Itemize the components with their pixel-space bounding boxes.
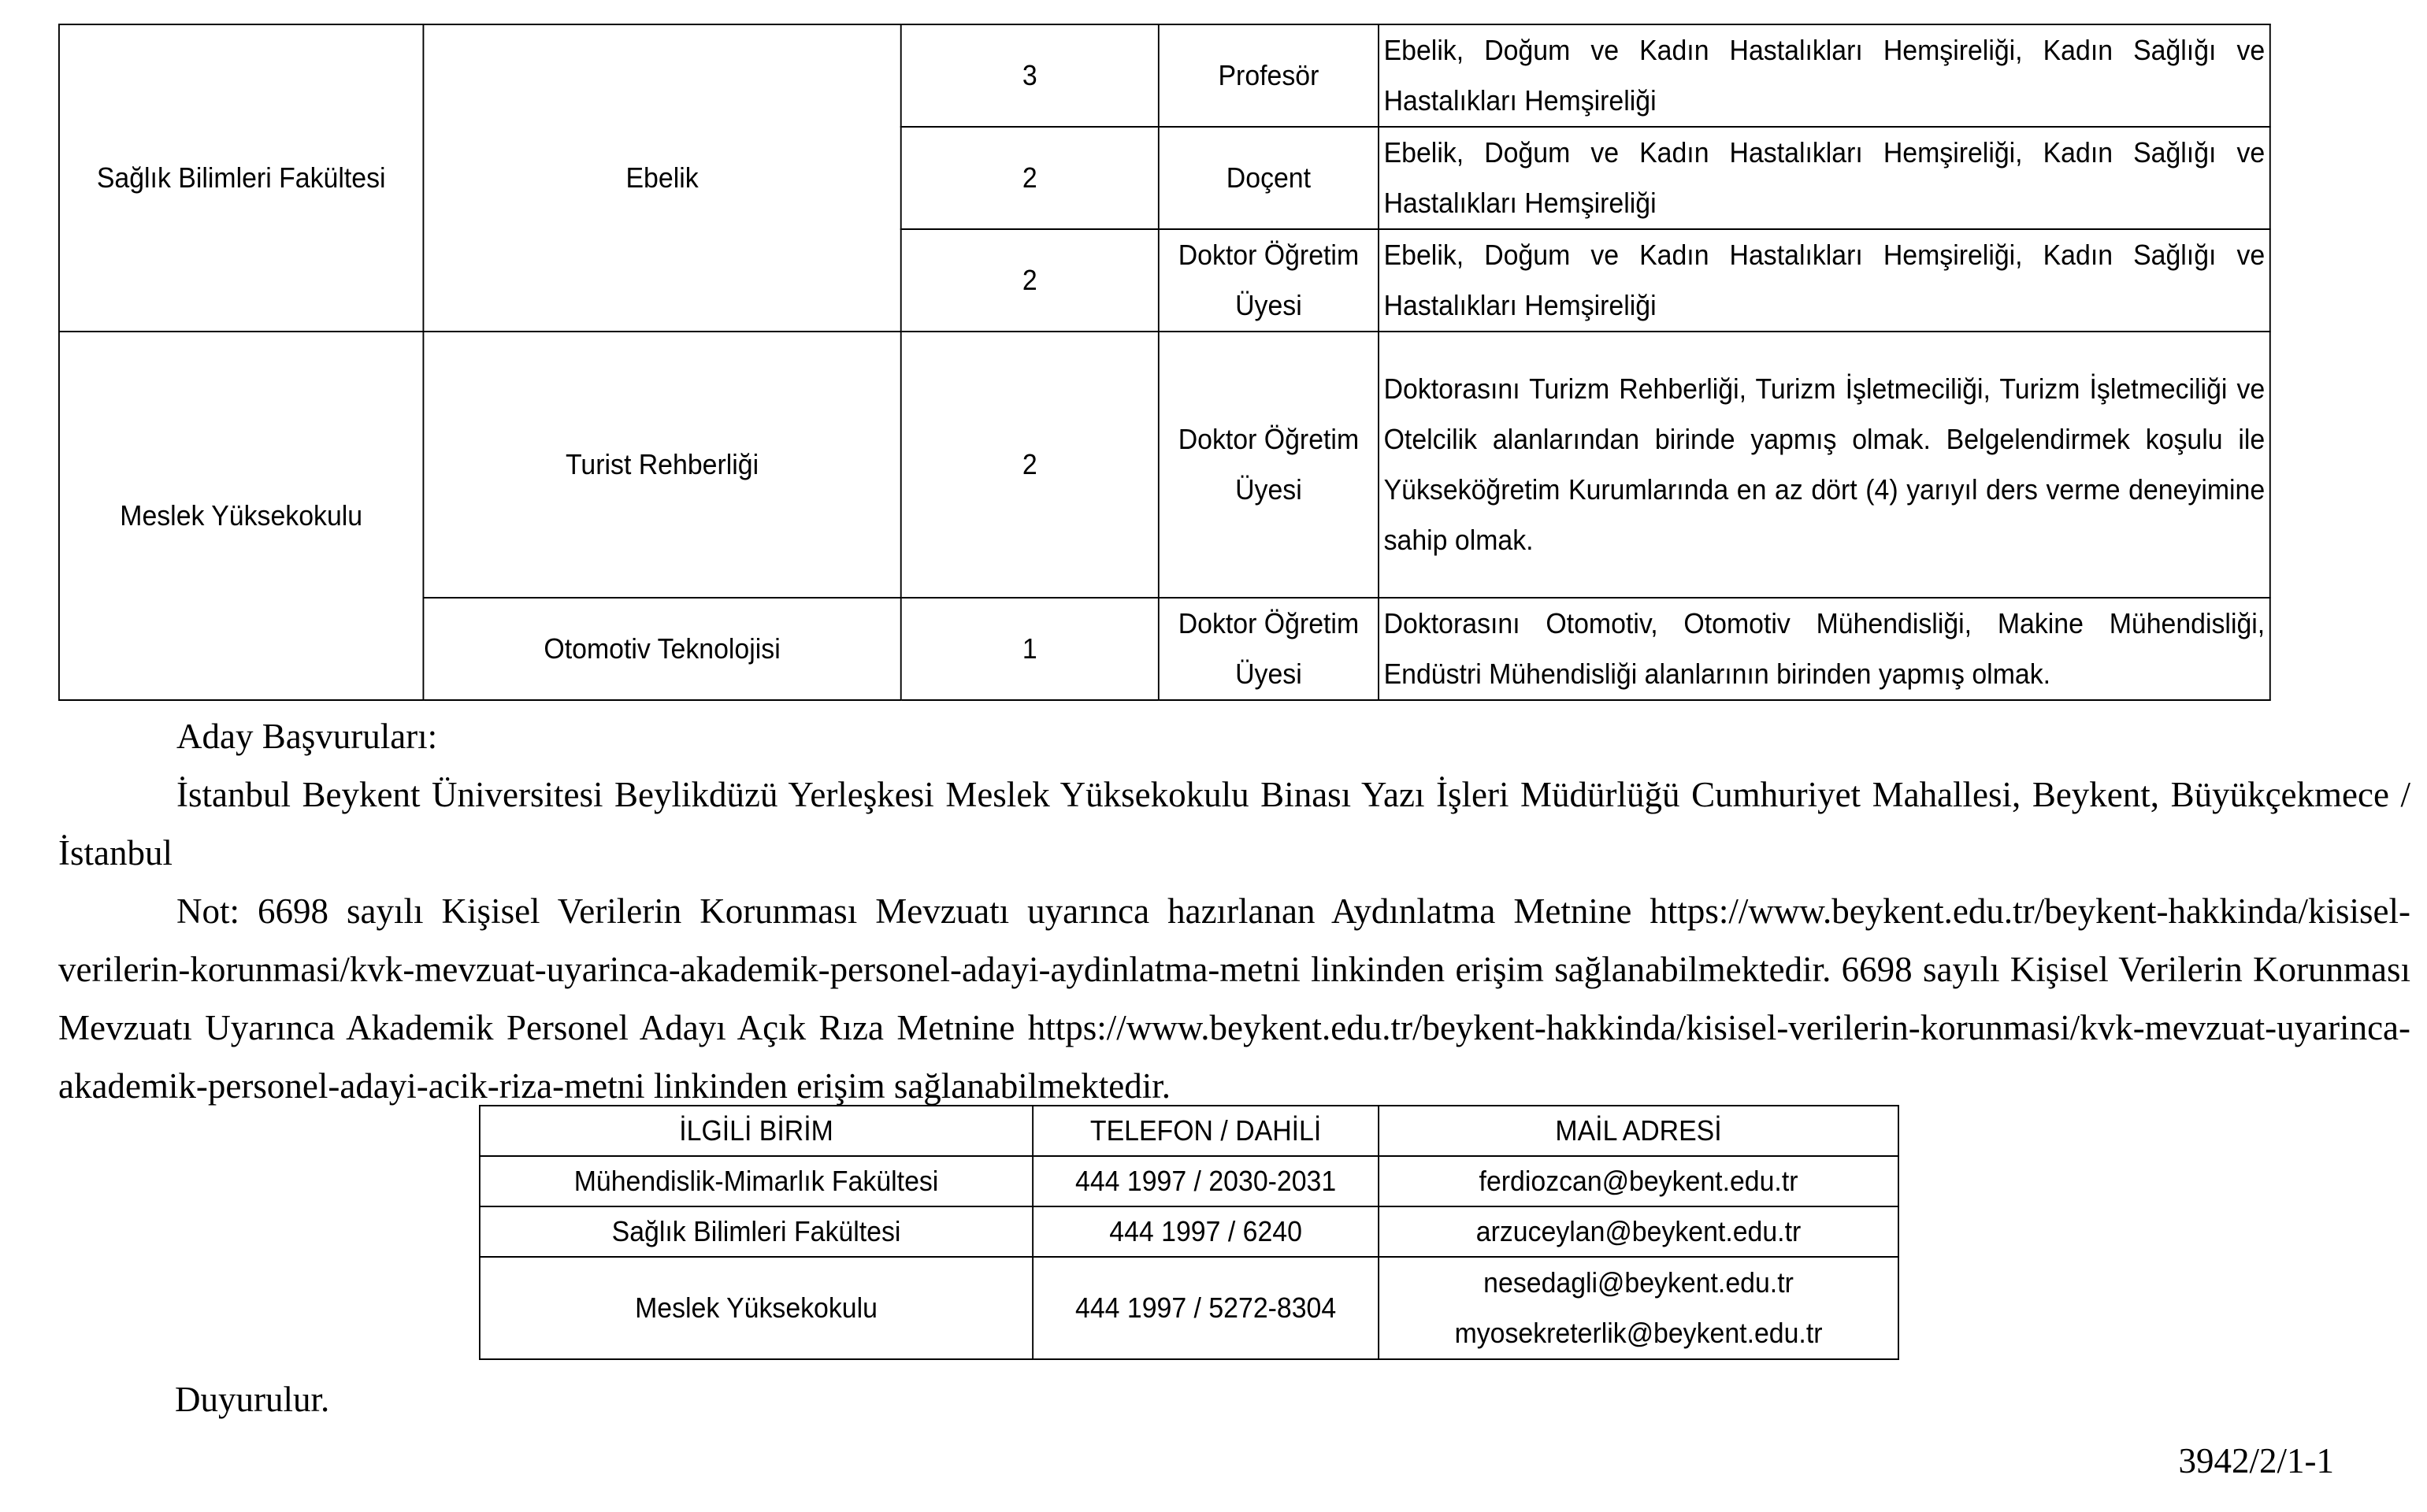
title-cell: Doktor Öğretim Üyesi [1159,332,1379,598]
title-cell: Doçent [1159,127,1379,229]
count-cell: 2 [901,332,1159,598]
email-line: myosekreterlik@beykent.edu.tr [1454,1317,1823,1349]
unit-cell: Sağlık Bilimleri Fakültesi [480,1206,1033,1257]
faculty-cell: Meslek Yüksekokulu [59,332,423,700]
department-cell: Otomotiv Teknolojisi [423,598,900,700]
email-cell [1379,1257,1898,1359]
applications-address: İstanbul Beykent Üniversitesi Beylikdüzü Yerleşkesi Meslek Yüksekokulu Binası Yazı İşleri Müdürlüğü Cumhuriyet Mahallesi, Beykent, Büyükçekmece / İstanbul [58,775,2410,873]
closing-text: Duyurulur. [175,1380,330,1419]
title-cell: Doktor Öğretim Üyesi [1159,229,1379,332]
column-header: MAİL ADRESİ [1379,1106,1898,1156]
email-cell: arzuceylan@beykent.edu.tr [1379,1206,1898,1257]
phone-cell: 444 1997 / 6240 [1033,1206,1379,1257]
column-header: İLGİLİ BİRİM [480,1106,1033,1156]
requirements-cell: Doktorasını Turizm Rehberliği, Turizm İşletmeciliği, Turizm İşletmeciliği ve Otelcilik alanlarından birinde yapmış olmak. Belgelendirmek koşulu ile Yükseköğretim Kurumlarında en az dört (4) yarıyıl ders verme deneyimine sahip olmak. [1379,332,2270,598]
applications-heading: Aday Başvuruları: [176,717,438,756]
table-row [480,1206,1898,1257]
requirements-cell: Ebelik, Doğum ve Kadın Hastalıkları Hemşireliği, Kadın Sağlığı ve Hastalıkları Hemşireliği [1379,127,2270,229]
kvkk-note: Not: 6698 sayılı Kişisel Verilerin Korunması Mevzuatı uyarınca hazırlanan Aydınlatma Metnine https://www.beykent.edu.tr/beykent-hakkinda/kisisel-verilerin-korunmasi/kvk-mevzuat-uyarinca-akademik-personel-adayi-aydinlatma-metni linkinden erişim sağlanabilmektedir. 6698 sayılı Kişisel Verilerin Korunması Mevzuatı Uyarınca Akademik Personel Adayı Açık Rıza Metnine https://www.beykent.edu.tr/beykent-hakkinda/kisisel-verilerin-korunmasi/kvk-mevzuat-uyarinca-akademik-personel-adayi-acik-riza-metni linkinden erişim sağlanabilmektedir. [58,891,2410,1106]
unit-cell: Meslek Yüksekokulu [480,1257,1033,1359]
table-row [59,24,2270,127]
count-cell: 2 [901,229,1159,332]
department-cell: Ebelik [423,24,900,332]
reference-code: 3942/2/1-1 [2178,1441,2334,1480]
title-cell: Profesör [1159,24,1379,127]
title-cell: Doktor Öğretim Üyesi [1159,598,1379,700]
count-cell: 1 [901,598,1159,700]
contact-table [479,1105,1899,1360]
table-row [480,1156,1898,1206]
table-row [59,332,2270,598]
faculty-cell: Sağlık Bilimleri Fakültesi [59,24,423,332]
count-cell: 2 [901,127,1159,229]
positions-table [58,24,2271,701]
table-row [480,1257,1898,1359]
phone-cell: 444 1997 / 2030-2031 [1033,1156,1379,1206]
requirements-cell: Ebelik, Doğum ve Kadın Hastalıkları Hemşireliği, Kadın Sağlığı ve Hastalıkları Hemşireliği [1379,229,2270,332]
email-line: nesedagli@beykent.edu.tr [1483,1266,1794,1299]
phone-cell: 444 1997 / 5272-8304 [1033,1257,1379,1359]
count-cell: 3 [901,24,1159,127]
requirements-cell: Ebelik, Doğum ve Kadın Hastalıkları Hemşireliği, Kadın Sağlığı ve Hastalıkları Hemşireliği [1379,24,2270,127]
department-cell: Turist Rehberliği [423,332,900,598]
email-cell: ferdiozcan@beykent.edu.tr [1379,1156,1898,1206]
column-header: TELEFON / DAHİLİ [1033,1106,1379,1156]
unit-cell: Mühendislik-Mimarlık Fakültesi [480,1156,1033,1206]
requirements-cell: Doktorasını Otomotiv, Otomotiv Mühendisliği, Makine Mühendisliği, Endüstri Mühendisliği alanlarının birinden yapmış olmak. [1379,598,2270,700]
contact-header-row [480,1106,1898,1156]
